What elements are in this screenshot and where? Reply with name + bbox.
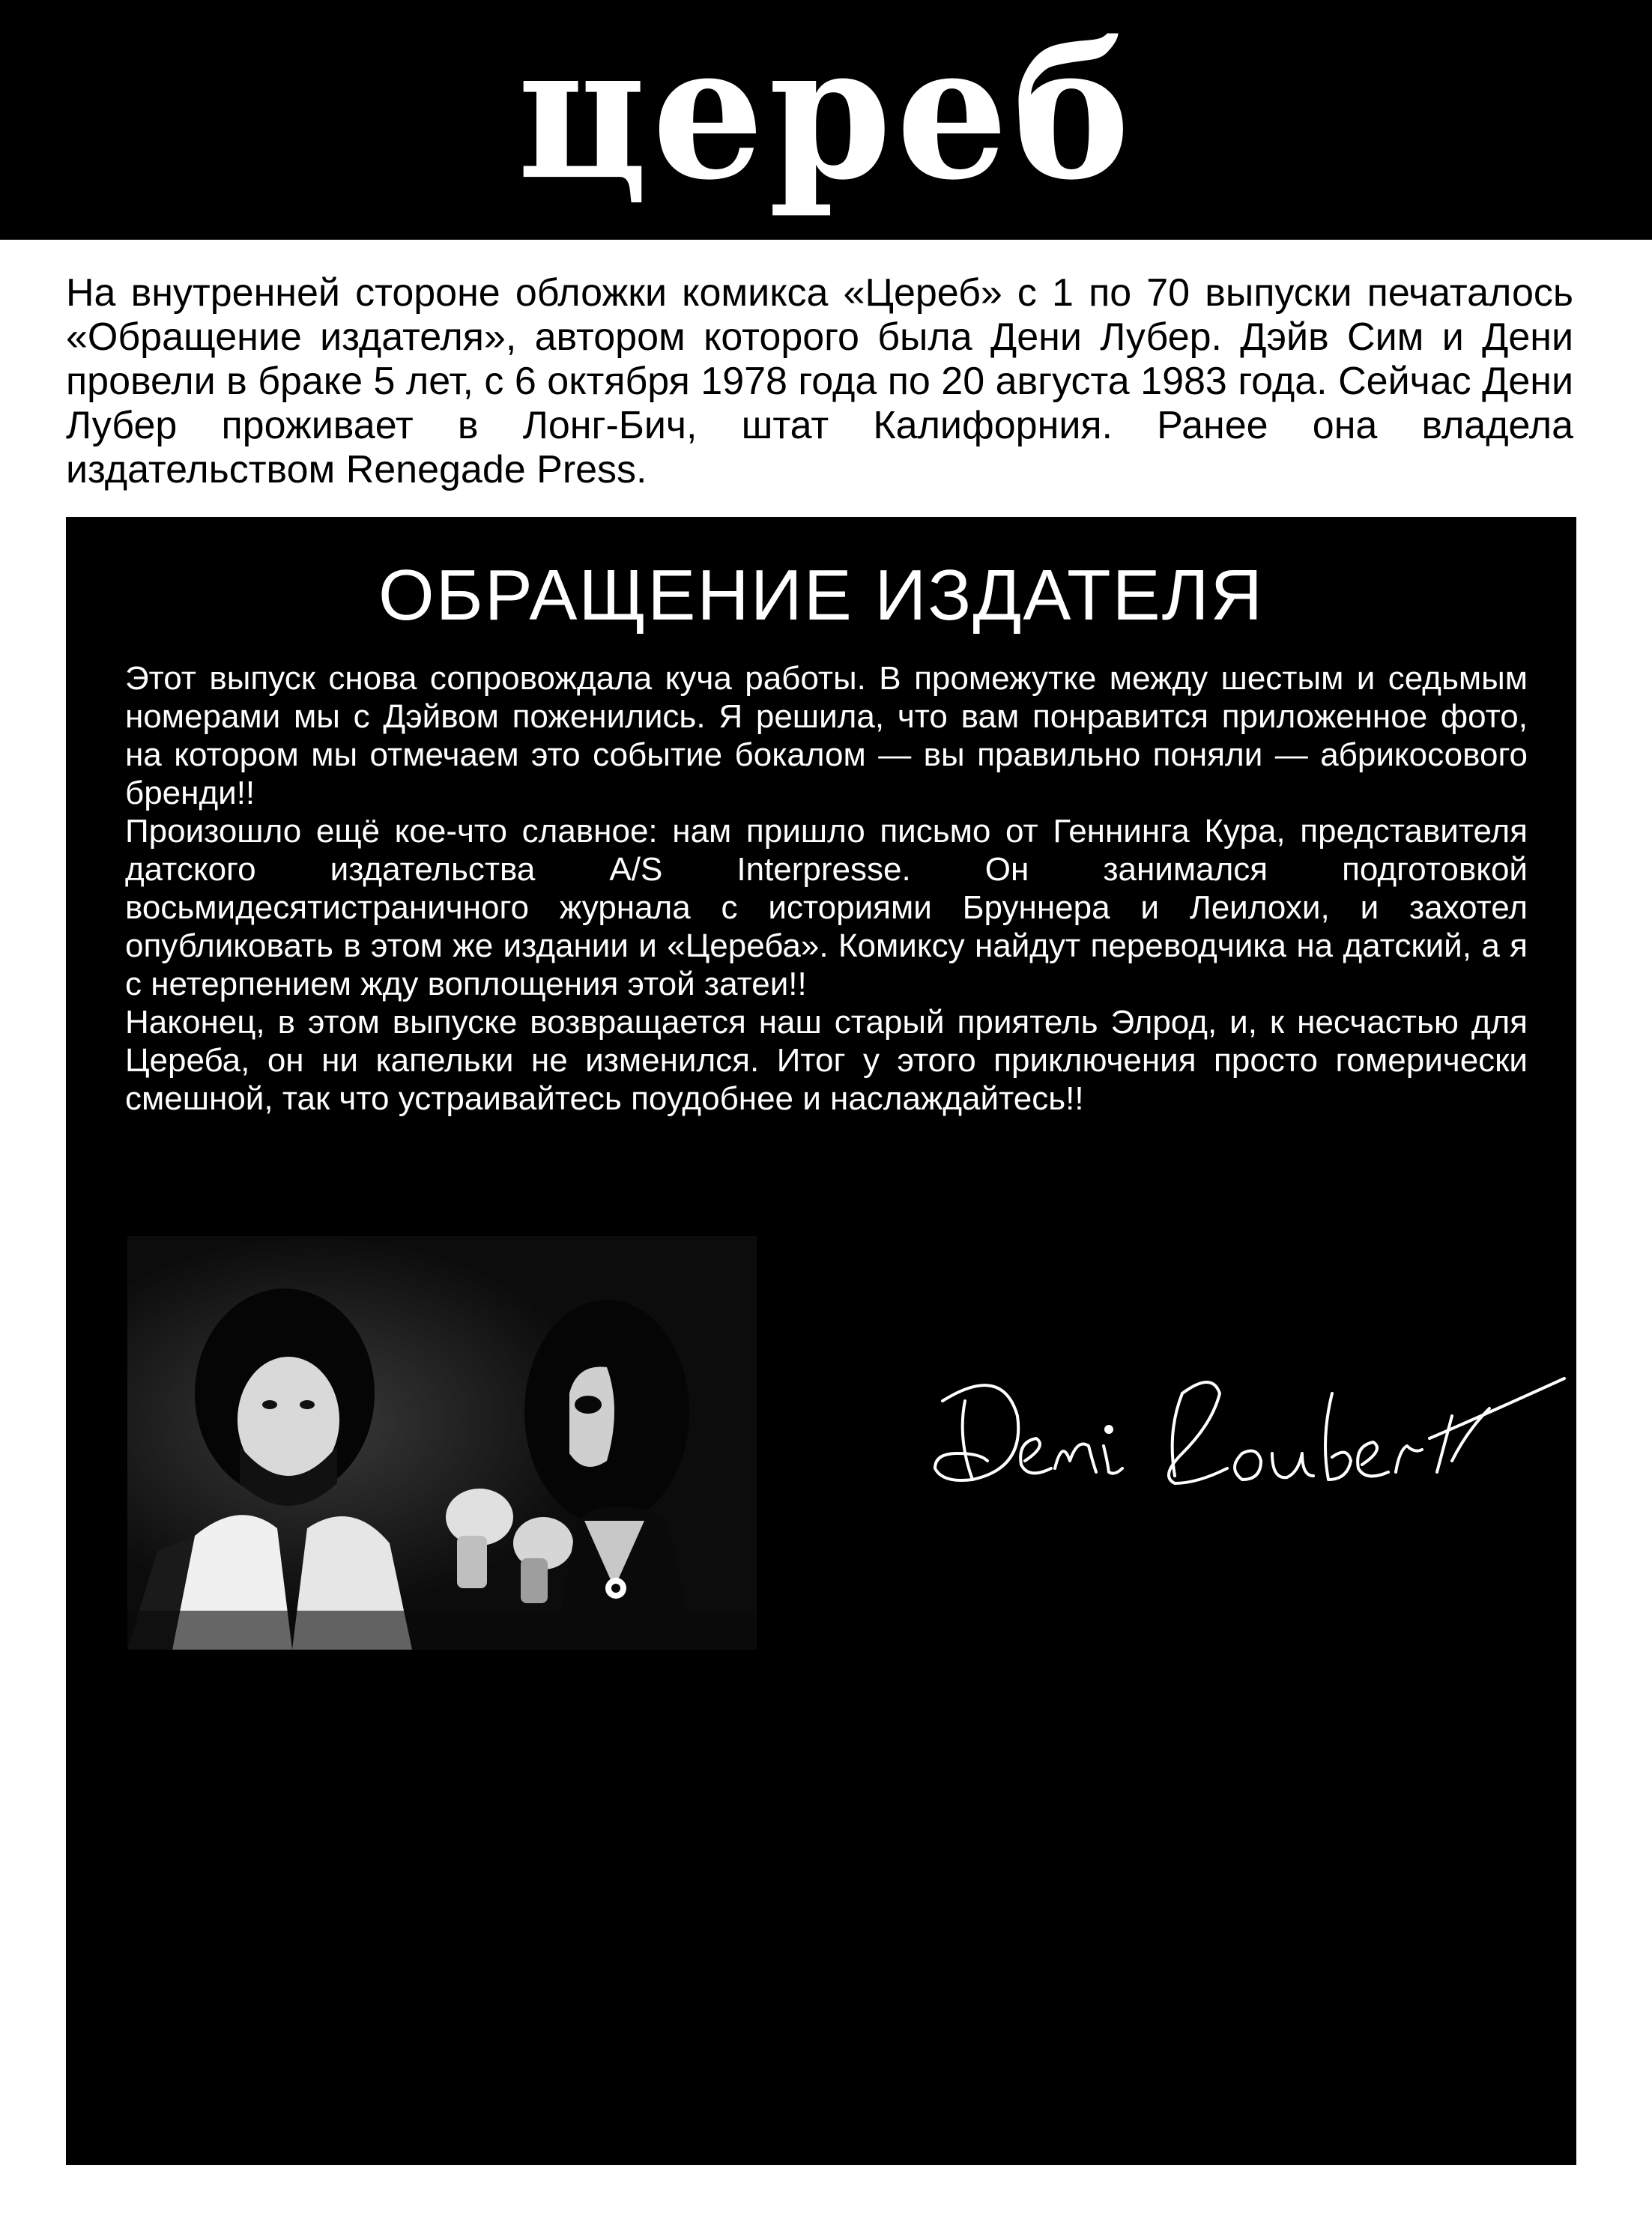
- masthead: [0, 0, 1652, 240]
- wedding-toast-photo: [127, 1236, 757, 1650]
- cerebus-logo: цереб: [517, 3, 1135, 221]
- publisher-letter-body: [125, 659, 1528, 1118]
- letter-paragraph: Наконец, в этом выпуске возвращается наш старый приятель Элрод, и, к несчастью для Цереба, он ни капельки не изменился. Итог у этого приключения просто гомерически смешной, так что устраивайтесь поудобнее и наслаждайтесь!!: [125, 1004, 1528, 1117]
- deni-loubert-signature: [913, 1348, 1587, 1521]
- photo-illustration: [127, 1236, 757, 1650]
- letter-paragraph: Этот выпуск снова сопровождала куча работы. В промежутке между шестым и седьмым номерами мы с Дэйвом поженились. Я решила, что вам понравится приложенное фото, на котором мы отмечаем это событие бокалом — вы правильно поняли — абрикосового бренди!!: [125, 660, 1528, 811]
- intro-text: На внутренней стороне обложки комикса «Цереб» с 1 по 70 выпуски печаталось «Обращение издателя», автором которого была Дени Лубер. Дэйв Сим и Дени провели в браке 5 лет, с 6 октября 1978 года по 20 августа 1983 года. Сейчас Дени Лубер проживает в Лонг-Бич, штат Калифорния. Ранее она владела издательством Renegade Press.: [66, 271, 1573, 491]
- publisher-letter-panel: [66, 517, 1576, 2165]
- letter-paragraph: Произошло ещё кое-что славное: нам пришло письмо от Геннинга Кура, представителя датского издательства A/S Interpresse. Он занимался подготовкой восьмидесятистраничного журнала с историями Бруннера и Леилохи, и захотел опубликовать в этом же издании и «Цереба». Комиксу найдут переводчика на датский, а я с нетерпением жду воплощения этой затеи!!: [125, 813, 1528, 1002]
- signature-illustration: [913, 1348, 1587, 1521]
- publisher-letter-title: ОБРАЩЕНИЕ ИЗДАТЕЛЯ: [378, 555, 1264, 635]
